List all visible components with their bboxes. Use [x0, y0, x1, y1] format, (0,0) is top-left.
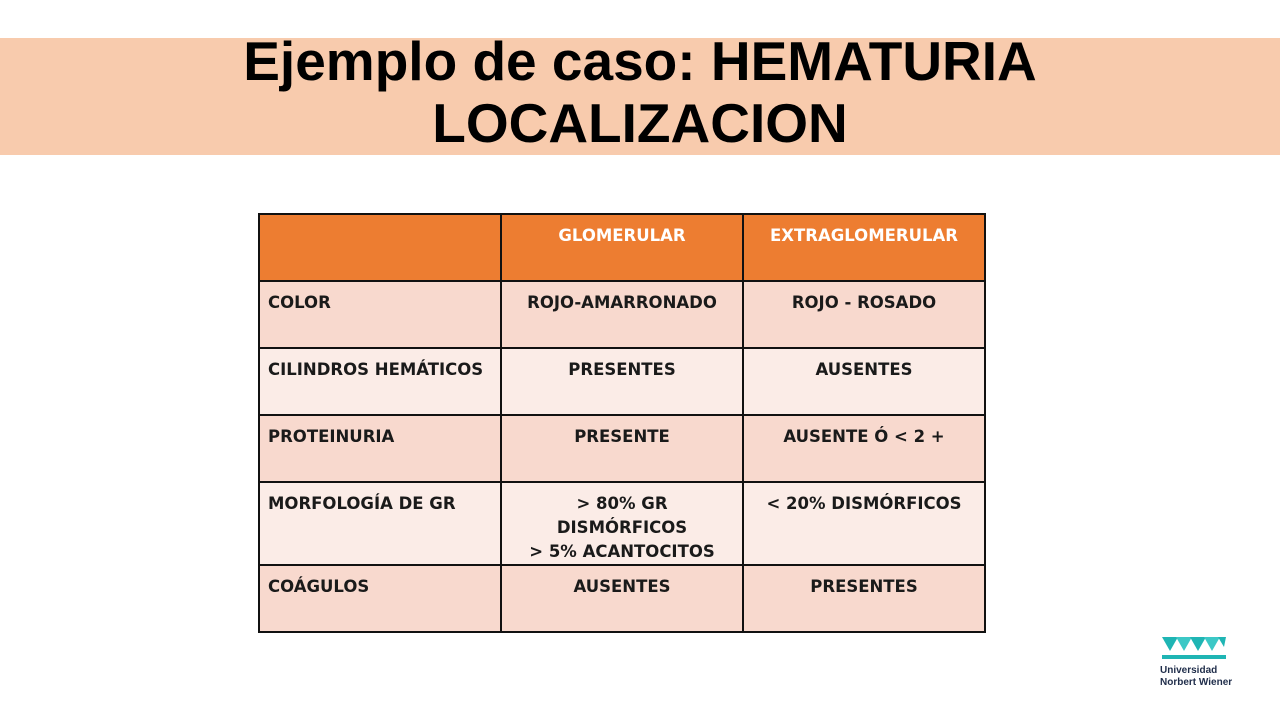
header-cell-extraglomerular: EXTRAGLOMERULAR — [743, 214, 985, 281]
title-line-2: LOCALIZACION — [432, 92, 848, 154]
extraglomerular-cell: ROJO - ROSADO — [743, 281, 985, 348]
logo-line-1: Universidad — [1160, 665, 1218, 676]
comparison-table-wrapper — [258, 213, 986, 633]
header-cell-empty — [259, 214, 501, 281]
table-row — [259, 348, 985, 415]
table-row — [259, 565, 985, 632]
glomerular-cell: PRESENTE — [501, 415, 743, 482]
logo-line-2: Norbert Wiener — [1160, 677, 1233, 688]
row-label-cell: MORFOLOGÍA DE GR — [259, 482, 501, 565]
glomerular-cell: AUSENTES — [501, 565, 743, 632]
table-row — [259, 415, 985, 482]
row-label-cell: CILINDROS HEMÁTICOS — [259, 348, 501, 415]
slide-title — [0, 30, 1280, 154]
book-logo-icon — [1160, 633, 1230, 663]
glomerular-line-2: > 5% ACANTOCITOS — [529, 542, 715, 561]
extraglomerular-cell: PRESENTES — [743, 565, 985, 632]
university-logo — [1160, 633, 1250, 693]
header-cell-glomerular: GLOMERULAR — [501, 214, 743, 281]
row-label-cell: COÁGULOS — [259, 565, 501, 632]
extraglomerular-cell: AUSENTES — [743, 348, 985, 415]
glomerular-cell: ROJO-AMARRONADO — [501, 281, 743, 348]
title-line-1: Ejemplo de caso: HEMATURIA — [243, 30, 1037, 92]
glomerular-cell: PRESENTES — [501, 348, 743, 415]
glomerular-line-1: > 80% GR DISMÓRFICOS — [556, 494, 688, 537]
extraglomerular-cell: AUSENTE Ó < 2 + — [743, 415, 985, 482]
glomerular-cell — [501, 482, 743, 565]
table-row — [259, 482, 985, 565]
row-label-cell: PROTEINURIA — [259, 415, 501, 482]
table-row — [259, 281, 985, 348]
row-label-cell: COLOR — [259, 281, 501, 348]
extraglomerular-cell: < 20% DISMÓRFICOS — [743, 482, 985, 565]
table-header-row — [259, 214, 985, 281]
logo-text — [1160, 665, 1260, 689]
comparison-table — [258, 213, 986, 633]
